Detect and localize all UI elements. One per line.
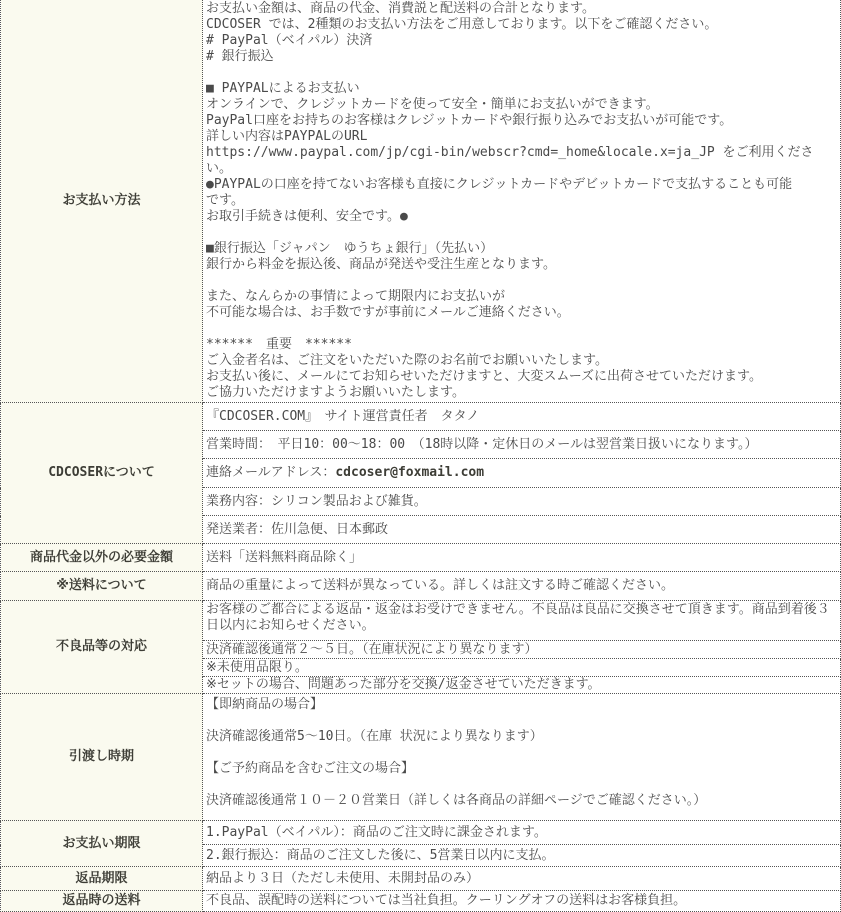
table-row-return-shipping (1, 891, 841, 912)
extra-fees-content: 送料「送料無料商品除く」 (203, 544, 841, 572)
row-label-payment-deadline: お支払い期限 (1, 821, 203, 867)
delivery-time-content: 【即納商品の場合】 決済確認後通常5～10日。（在庫 状況により異なります） 【ご予約商品を含むご注文の場合】 決済確認後通常１０－２０営業日（詳しくは各商品の詳細ページでご確認ください。） (203, 694, 841, 821)
table-row-return-deadline (1, 867, 841, 891)
table-row-payment-deadline (1, 821, 841, 845)
return-shipping-content: 不良品、誤配時の送料については当社負担。クーリングオフの送料はお客様負担。 (203, 891, 841, 912)
row-label-defective: 不良品等の対応 (1, 601, 203, 694)
table-row-delivery (1, 694, 841, 821)
return-deadline-content: 納品より３日（ただし未使用、未開封品のみ） (203, 867, 841, 891)
about-site-operator: 『CDCOSER.COM』 サイト運営責任者 タタノ (203, 403, 841, 431)
payment-deadline-bank: 2.銀行振込：商品のご注文した後に、5営業日以内に支払。 (203, 845, 841, 867)
shipping-fee-content: 商品の重量によって送料が異なっている。詳しくは註文する時ご確認ください。 (203, 572, 841, 601)
row-label-return-shipping: 返品時の送料 (1, 891, 203, 912)
defective-unused-only: ※未使用品限り。 (203, 659, 841, 677)
row-label-payment-method: お支払い方法 (1, 0, 203, 403)
about-business-content: 業務内容：シリコン製品および雑貨。 (203, 488, 841, 516)
defective-processing-time: 決済確認後通常２〜５日。（在庫状況により異なります） (203, 641, 841, 659)
defective-policy: お客様のご都合による返品・返金はお受けできません。不良品は良品に交換させて頂きます。商品到着後３日以内にお知らせください。 (203, 601, 841, 641)
defective-set-policy: ※セットの場合、問題あった部分を交換/返金させていただきます。 (203, 677, 841, 694)
row-label-about: CDCOSERについて (1, 403, 203, 544)
contact-email: cdcoser@foxmail.com (335, 465, 485, 480)
table-row-shipping-fee (1, 572, 841, 601)
contact-email-label: 連絡メールアドレス： (206, 465, 336, 480)
payment-deadline-paypal: 1.PayPal（ベイパル）：商品のご注文時に課金されます。 (203, 821, 841, 845)
table-row-extra-fees (1, 544, 841, 572)
about-business-hours: 営業時間： 平日10：00〜18：00 （18時以降・定休日のメールは翌営業日扱いになります。） (203, 431, 841, 459)
payment-method-content: お支払い金額は、商品の代金、消費説と配送料の合計となります。 CDCOSER では、2種類のお支払い方法をご用意しております。以下をご確認ください。 # PayPal（ベイパル）決済 # 銀行振込 ■ PAYPALによるお支払い オンラインで、クレジットカードを使って安全・簡単にお支払いができます。 PayPal口座をお持ちのお客様はクレジットカードや銀行振り込みでお支払いが可能です。 詳しい内容はPAYPALのURL https://www.paypal.com/jp/cgi-bin/webscr?cmd=_home&locale.x=ja_JP をご利用ください。 ●PAYPALの口座を持てないお客様も直接にクレジットカードやデビットカードで支払することも可能 です。 お取引手続きは便利、安全です。● ■銀行振込「ジャパン ゆうちょ銀行」（先払い） 銀行から料金を振込後、商品が発送や受注生産となります。 また、なんらかの事情によって期限内にお支払いが 不可能な場合は、お手数ですが事前にメールご連絡ください。 ****** 重要 ****** ご入金者名は、ご注文をいただいた際のお名前でお願いいたします。 お支払い後に、メールにてお知らせいただけますと、大変スムーズに出荷させていただけます。 ご協力いただけますようお願いいたします。 (203, 0, 841, 403)
row-label-delivery: 引渡し時期 (1, 694, 203, 821)
about-shipping-company: 発送業者：佐川急便、日本郵政 (203, 516, 841, 544)
table-row-defective (1, 601, 841, 641)
row-label-extra-fees: 商品代金以外の必要金額 (1, 544, 203, 572)
row-label-return-deadline: 返品期限 (1, 867, 203, 891)
table-row-about (1, 403, 841, 431)
row-label-shipping-fee: ※送料について (1, 572, 203, 601)
about-contact-email-row (203, 459, 841, 488)
table-row-payment-method (1, 0, 841, 403)
